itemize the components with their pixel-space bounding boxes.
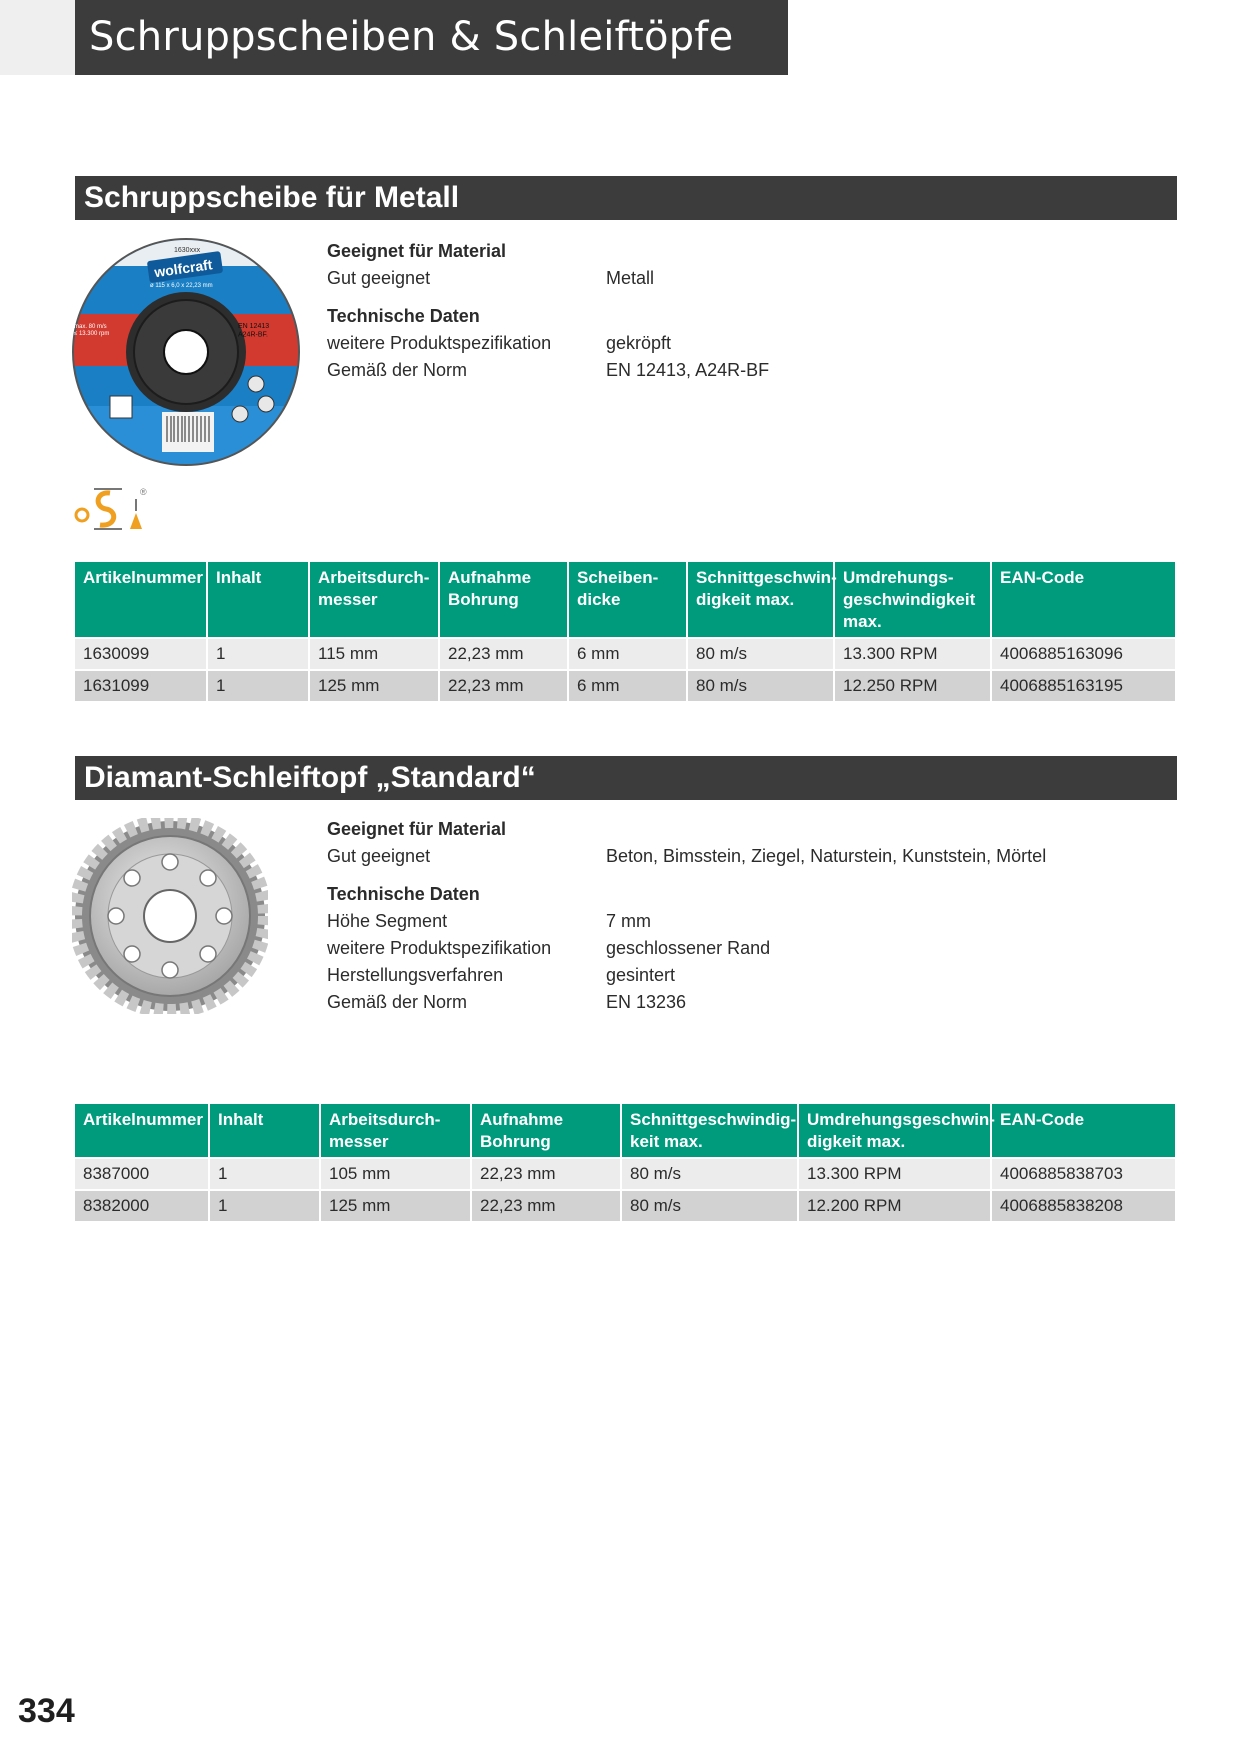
table-cell: 13.300 RPM (834, 638, 991, 670)
table-cell: 4006885163096 (991, 638, 1175, 670)
spec-label: Höhe Segment (327, 911, 448, 931)
table-cell: 1631099 (75, 670, 207, 701)
spec-value: 7 mm (606, 911, 651, 931)
spec-label: Gut geeignet (327, 268, 431, 288)
osa-logo (74, 485, 150, 533)
column-header: EAN-Code (991, 562, 1175, 638)
spec-row-norm (327, 989, 1127, 1016)
product-table-schruppscheibe (75, 562, 1175, 701)
column-header: EAN-Code (991, 1104, 1175, 1158)
spec-value: EN 13236 (606, 992, 687, 1012)
column-header: Inhalt (207, 562, 309, 638)
registered-mark: ® (140, 487, 147, 497)
product-image-diamant-schleiftopf (72, 818, 268, 1014)
table-cell: 105 mm (320, 1158, 471, 1190)
spec-label: Herstellungsverfahren (327, 965, 504, 985)
table-cell: 80 m/s (621, 1158, 798, 1190)
section-title-schruppscheibe: Schruppscheibe für Metall (75, 176, 1177, 220)
spec-heading-material: Geeignet für Material (327, 819, 507, 839)
disc-speed-text: max. 80 m/s ≤ 13.300 rpm (74, 324, 110, 338)
table-cell: 1630099 (75, 638, 207, 670)
table-row (75, 1158, 1175, 1190)
table-cell: 1 (209, 1158, 320, 1190)
table-cell: 22,23 mm (471, 1190, 621, 1221)
table-cell: 80 m/s (621, 1190, 798, 1221)
spec-label: Gemäß der Norm (327, 992, 468, 1012)
column-header: Schnittgeschwindig- keit max. (621, 1104, 798, 1158)
table-row (75, 638, 1175, 670)
table-header-row (75, 562, 1175, 638)
disc-brand-text: wolfcraft (153, 256, 214, 281)
table-cell: 1 (209, 1190, 320, 1221)
table-cell: 80 m/s (687, 638, 834, 670)
header-corner (0, 0, 75, 75)
column-header: Aufnahme Bohrung (439, 562, 568, 638)
column-header: Scheiben- dicke (568, 562, 687, 638)
table-cell: 8382000 (75, 1190, 209, 1221)
section-title-diamant-schleiftopf: Diamant-Schleiftopf „Standard“ (75, 756, 1177, 800)
spec-row-produktspezifikation (327, 330, 1127, 357)
column-header: Umdrehungs- geschwindigkeit max. (834, 562, 991, 638)
column-header: Aufnahme Bohrung (471, 1104, 621, 1158)
table-cell: 4006885838703 (991, 1158, 1175, 1190)
spec-value: Metall (606, 268, 655, 288)
spec-row-hoehe-segment (327, 908, 1127, 935)
spec-heading-material: Geeignet für Material (327, 241, 507, 261)
table-cell: 6 mm (568, 670, 687, 701)
spec-value: EN 12413, A24R-BF (606, 360, 770, 380)
spec-row-produktspezifikation (327, 935, 1127, 962)
column-header: Artikelnummer (75, 1104, 209, 1158)
table-cell: 115 mm (309, 638, 439, 670)
table-cell: 4006885838208 (991, 1190, 1175, 1221)
spec-label: Gut geeignet (327, 846, 431, 866)
spec-row-gut-geeignet (327, 843, 1127, 870)
column-header: Artikelnummer (75, 562, 207, 638)
spec-value: gesintert (606, 965, 676, 985)
table-cell: 22,23 mm (439, 670, 568, 701)
column-header: Arbeitsdurch- messer (320, 1104, 471, 1158)
page-title: Schruppscheiben & Schleiftöpfe (75, 0, 788, 75)
page-number: 334 (18, 1692, 75, 1730)
spec-value: gekröpft (606, 333, 672, 353)
table-cell: 22,23 mm (471, 1158, 621, 1190)
table-row (75, 670, 1175, 701)
table-cell: 80 m/s (687, 670, 834, 701)
spec-row-herstellungsverfahren (327, 962, 1127, 989)
spec-label: weitere Produktspezifikation (327, 938, 552, 958)
column-header: Inhalt (209, 1104, 320, 1158)
product-image-schruppscheibe (70, 236, 302, 468)
table-cell: 125 mm (309, 670, 439, 701)
spec-row-norm (327, 357, 1127, 384)
spec-label: Gemäß der Norm (327, 360, 468, 380)
table-cell: 1 (207, 638, 309, 670)
table-row (75, 1190, 1175, 1221)
table-cell: 13.300 RPM (798, 1158, 991, 1190)
disc-size-text: ø 115 x 6,0 x 22,23 mm (150, 283, 213, 289)
table-cell: 12.250 RPM (834, 670, 991, 701)
table-cell: 125 mm (320, 1190, 471, 1221)
table-cell: 6 mm (568, 638, 687, 670)
table-cell: 1 (207, 670, 309, 701)
table-cell: 4006885163195 (991, 670, 1175, 701)
column-header: Umdrehungsgeschwin- digkeit max. (798, 1104, 991, 1158)
spec-value: Beton, Bimsstein, Ziegel, Naturstein, Kunststein, Mörtel (606, 846, 1047, 866)
table-header-row (75, 1104, 1175, 1158)
spec-heading-technische-daten: Technische Daten (327, 306, 480, 326)
disc-label-box-text: 1630xxx (174, 247, 201, 254)
table-cell: 22,23 mm (439, 638, 568, 670)
product-table-diamant-schleiftopf (75, 1104, 1175, 1221)
table-cell: 12.200 RPM (798, 1190, 991, 1221)
column-header: Schnittgeschwin- digkeit max. (687, 562, 834, 638)
spec-row-gut-geeignet (327, 265, 1127, 292)
spec-label: weitere Produktspezifikation (327, 333, 552, 353)
table-cell: 8387000 (75, 1158, 209, 1190)
spec-heading-technische-daten: Technische Daten (327, 884, 480, 904)
spec-value: geschlossener Rand (606, 938, 771, 958)
column-header: Arbeitsdurch- messer (309, 562, 439, 638)
disc-norm-text: EN 12413 A24R-BF. (238, 323, 270, 339)
